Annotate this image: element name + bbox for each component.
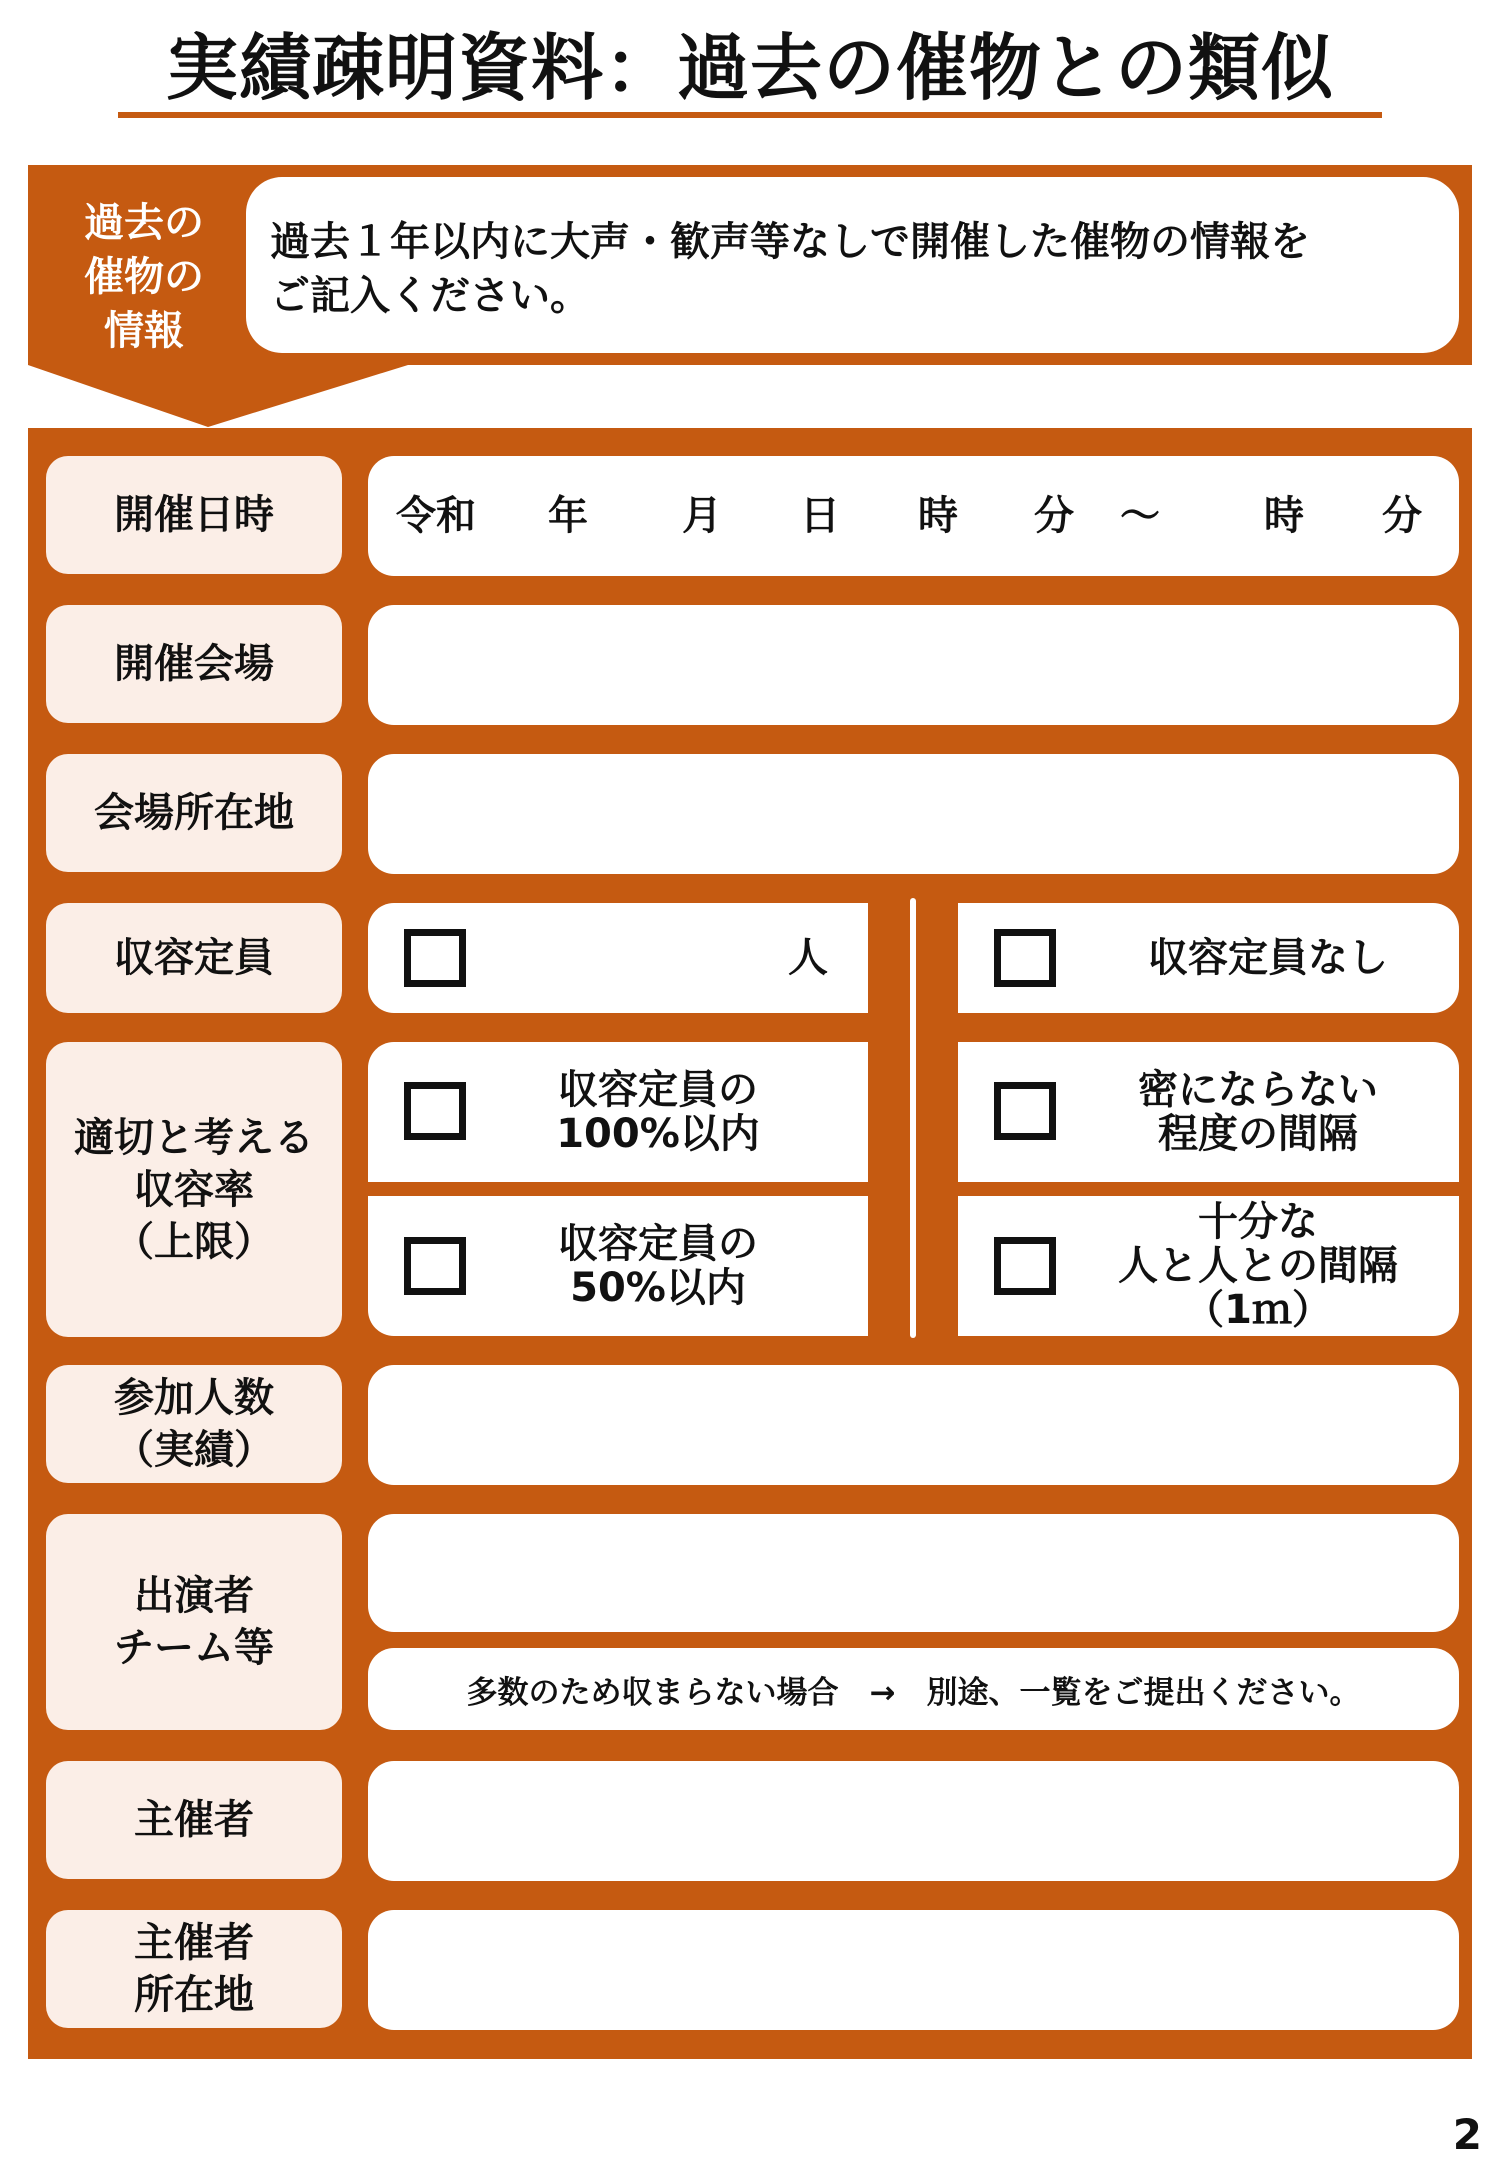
label-organizer-address: 主催者 所在地 (46, 1910, 342, 2028)
rate-100-field[interactable] (368, 1042, 868, 1182)
datetime-end-minute: 分 (1382, 493, 1422, 539)
instruction-line-1: 過去１年以内に大声・歓声等なしで開催した催物の情報を (270, 219, 1310, 265)
performers-note: 多数のため収まらない場合 → 別途、一覧をご提出ください。 (368, 1648, 1459, 1730)
header-pointer (28, 365, 408, 427)
label-venue: 開催会場 (46, 605, 342, 723)
datetime-month: 月 (682, 493, 722, 539)
capacity-none-label: 収容定員なし (1148, 935, 1388, 981)
datetime-year: 年 (548, 493, 588, 539)
rate-dense-field[interactable] (958, 1042, 1459, 1182)
datetime-minute: 分 (1034, 493, 1074, 539)
capacity-number-field[interactable] (368, 903, 868, 1013)
options-divider (910, 898, 916, 1338)
datetime-era: 令和 (396, 493, 476, 539)
label-datetime: 開催日時 (46, 456, 342, 574)
rate-distance-label: 十分な 人と人との間隔 （1ｍ） (1118, 1199, 1398, 1333)
rate-50-field[interactable] (368, 1196, 868, 1336)
venue-address-input[interactable] (368, 754, 1459, 874)
header-instruction (246, 177, 1459, 353)
venue-input[interactable] (368, 605, 1459, 725)
participants-input[interactable] (368, 1365, 1459, 1485)
label-capacity: 収容定員 (46, 903, 342, 1013)
capacity-none-field[interactable] (958, 903, 1459, 1013)
datetime-day: 日 (800, 493, 840, 539)
capacity-people-unit: 人 (788, 935, 828, 981)
label-participants: 参加人数 （実績） (46, 1365, 342, 1483)
label-performers: 出演者 チーム等 (46, 1514, 342, 1730)
rate-50-checkbox[interactable] (404, 1237, 466, 1295)
label-venue-address: 会場所在地 (46, 754, 342, 872)
datetime-tilde: ～ (1120, 493, 1160, 539)
datetime-end-hour: 時 (1264, 493, 1304, 539)
page-title: 実績疎明資料：過去の催物との類似 (165, 26, 1334, 110)
rate-100-label: 収容定員の 100%以内 (556, 1067, 760, 1157)
rate-dense-label: 密にならない 程度の間隔 (1138, 1067, 1378, 1157)
organizer-address-input[interactable] (368, 1910, 1459, 2030)
capacity-none-checkbox[interactable] (994, 929, 1056, 987)
rate-distance-checkbox[interactable] (994, 1237, 1056, 1295)
rate-distance-field[interactable] (958, 1196, 1459, 1336)
rate-dense-checkbox[interactable] (994, 1082, 1056, 1140)
header-label: 過去の 催物の 情報 (84, 200, 204, 354)
label-rate: 適切と考える 収容率 （上限） (46, 1042, 342, 1337)
rate-50-label: 収容定員の 50%以内 (558, 1221, 758, 1311)
capacity-number-checkbox[interactable] (404, 929, 466, 987)
label-organizer: 主催者 (46, 1761, 342, 1879)
title-underline (118, 112, 1382, 118)
organizer-input[interactable] (368, 1761, 1459, 1881)
instruction-line-2: ご記入ください。 (270, 273, 590, 319)
rate-100-checkbox[interactable] (404, 1082, 466, 1140)
performers-input[interactable] (368, 1514, 1459, 1632)
page-number: 2 (1452, 2110, 1482, 2159)
datetime-field[interactable] (368, 456, 1459, 576)
datetime-hour: 時 (918, 493, 958, 539)
